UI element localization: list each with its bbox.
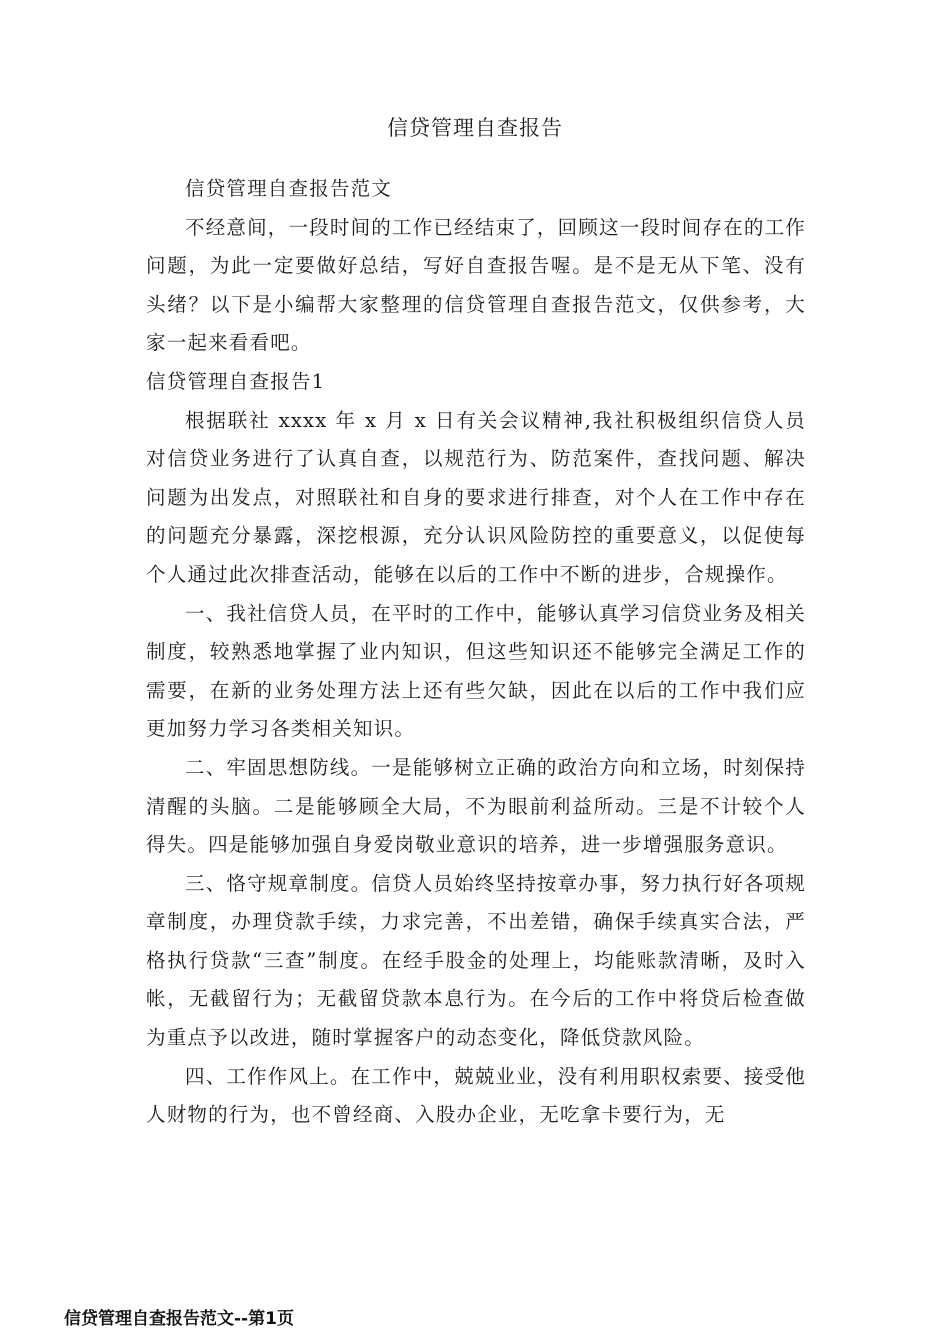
body-paragraph: 二、牢固思想防线。一是能够树立正确的政治方向和立场，时刻保持清醒的头脑。二是能够顾全大局，不为眼前利益所动。三是不计较个人得失。四是能够加强自身爱岗敬业意识的培养，进一步增强服务意识。 [146, 755, 807, 857]
page-footer: 信贷管理自查报告范文--第1页 [64, 1309, 294, 1329]
body-paragraph: 三、恪守规章制度。信贷人员始终坚持按章办事，努力执行好各项规章制度，办理贷款手续，力求完善，不出差错，确保手续真实合法，严格执行贷款“三查”制度。在经手股金的处理上，均能账款清晰，及时入帐，无截留行为；无截留贷款本息行为。在今后的工作中将贷后检查做为重点予以改进，随时掌握客户的动态变化，降低贷款风险。 [146, 871, 807, 1050]
body-paragraph: 四、工作作风上。在工作中，兢兢业业，没有利用职权索要、接受他人财物的行为，也不曾经商、入股办企业，无吃拿卡要行为，无 [146, 1064, 807, 1127]
section-heading: 信贷管理自查报告1 [146, 369, 326, 393]
intro-paragraph: 不经意间，一段时间的工作已经结束了，回顾这一段时间存在的工作问题，为此一定要做好总结，写好自查报告喔。是不是无从下笔、没有头绪？以下是小编帮大家整理的信贷管理自查报告范文，仅供参考，大家一起来看看吧。 [146, 215, 807, 355]
body-paragraph: 一、我社信贷人员，在平时的工作中，能够认真学习信贷业务及相关制度，较熟悉地掌握了业内知识，但这些知识还不能够完全满足工作的需要，在新的业务处理方法上还有些欠缺，因此在以后的工作中我们应更加努力学习各类相关知识。 [146, 601, 807, 741]
body-paragraph: 根据联社 xxxx 年 x 月 x 日有关会议精神,我社积极组织信贷人员对信贷业务进行了认真自查，以规范行为、防范案件，查找问题、解决问题为出发点，对照联社和自身的要求进行排查，对个人在工作中存在的问题充分暴露，深挖根源，充分认识风险防控的重要意义，以促使每个人通过此次排查活动，能够在以后的工作中不断的进步，合规操作。 [146, 408, 806, 586]
document-body [146, 170, 806, 1135]
subtitle-paragraph: 信贷管理自查报告范文 [185, 177, 393, 200]
page-title: 信贷管理自查报告 [387, 116, 563, 140]
